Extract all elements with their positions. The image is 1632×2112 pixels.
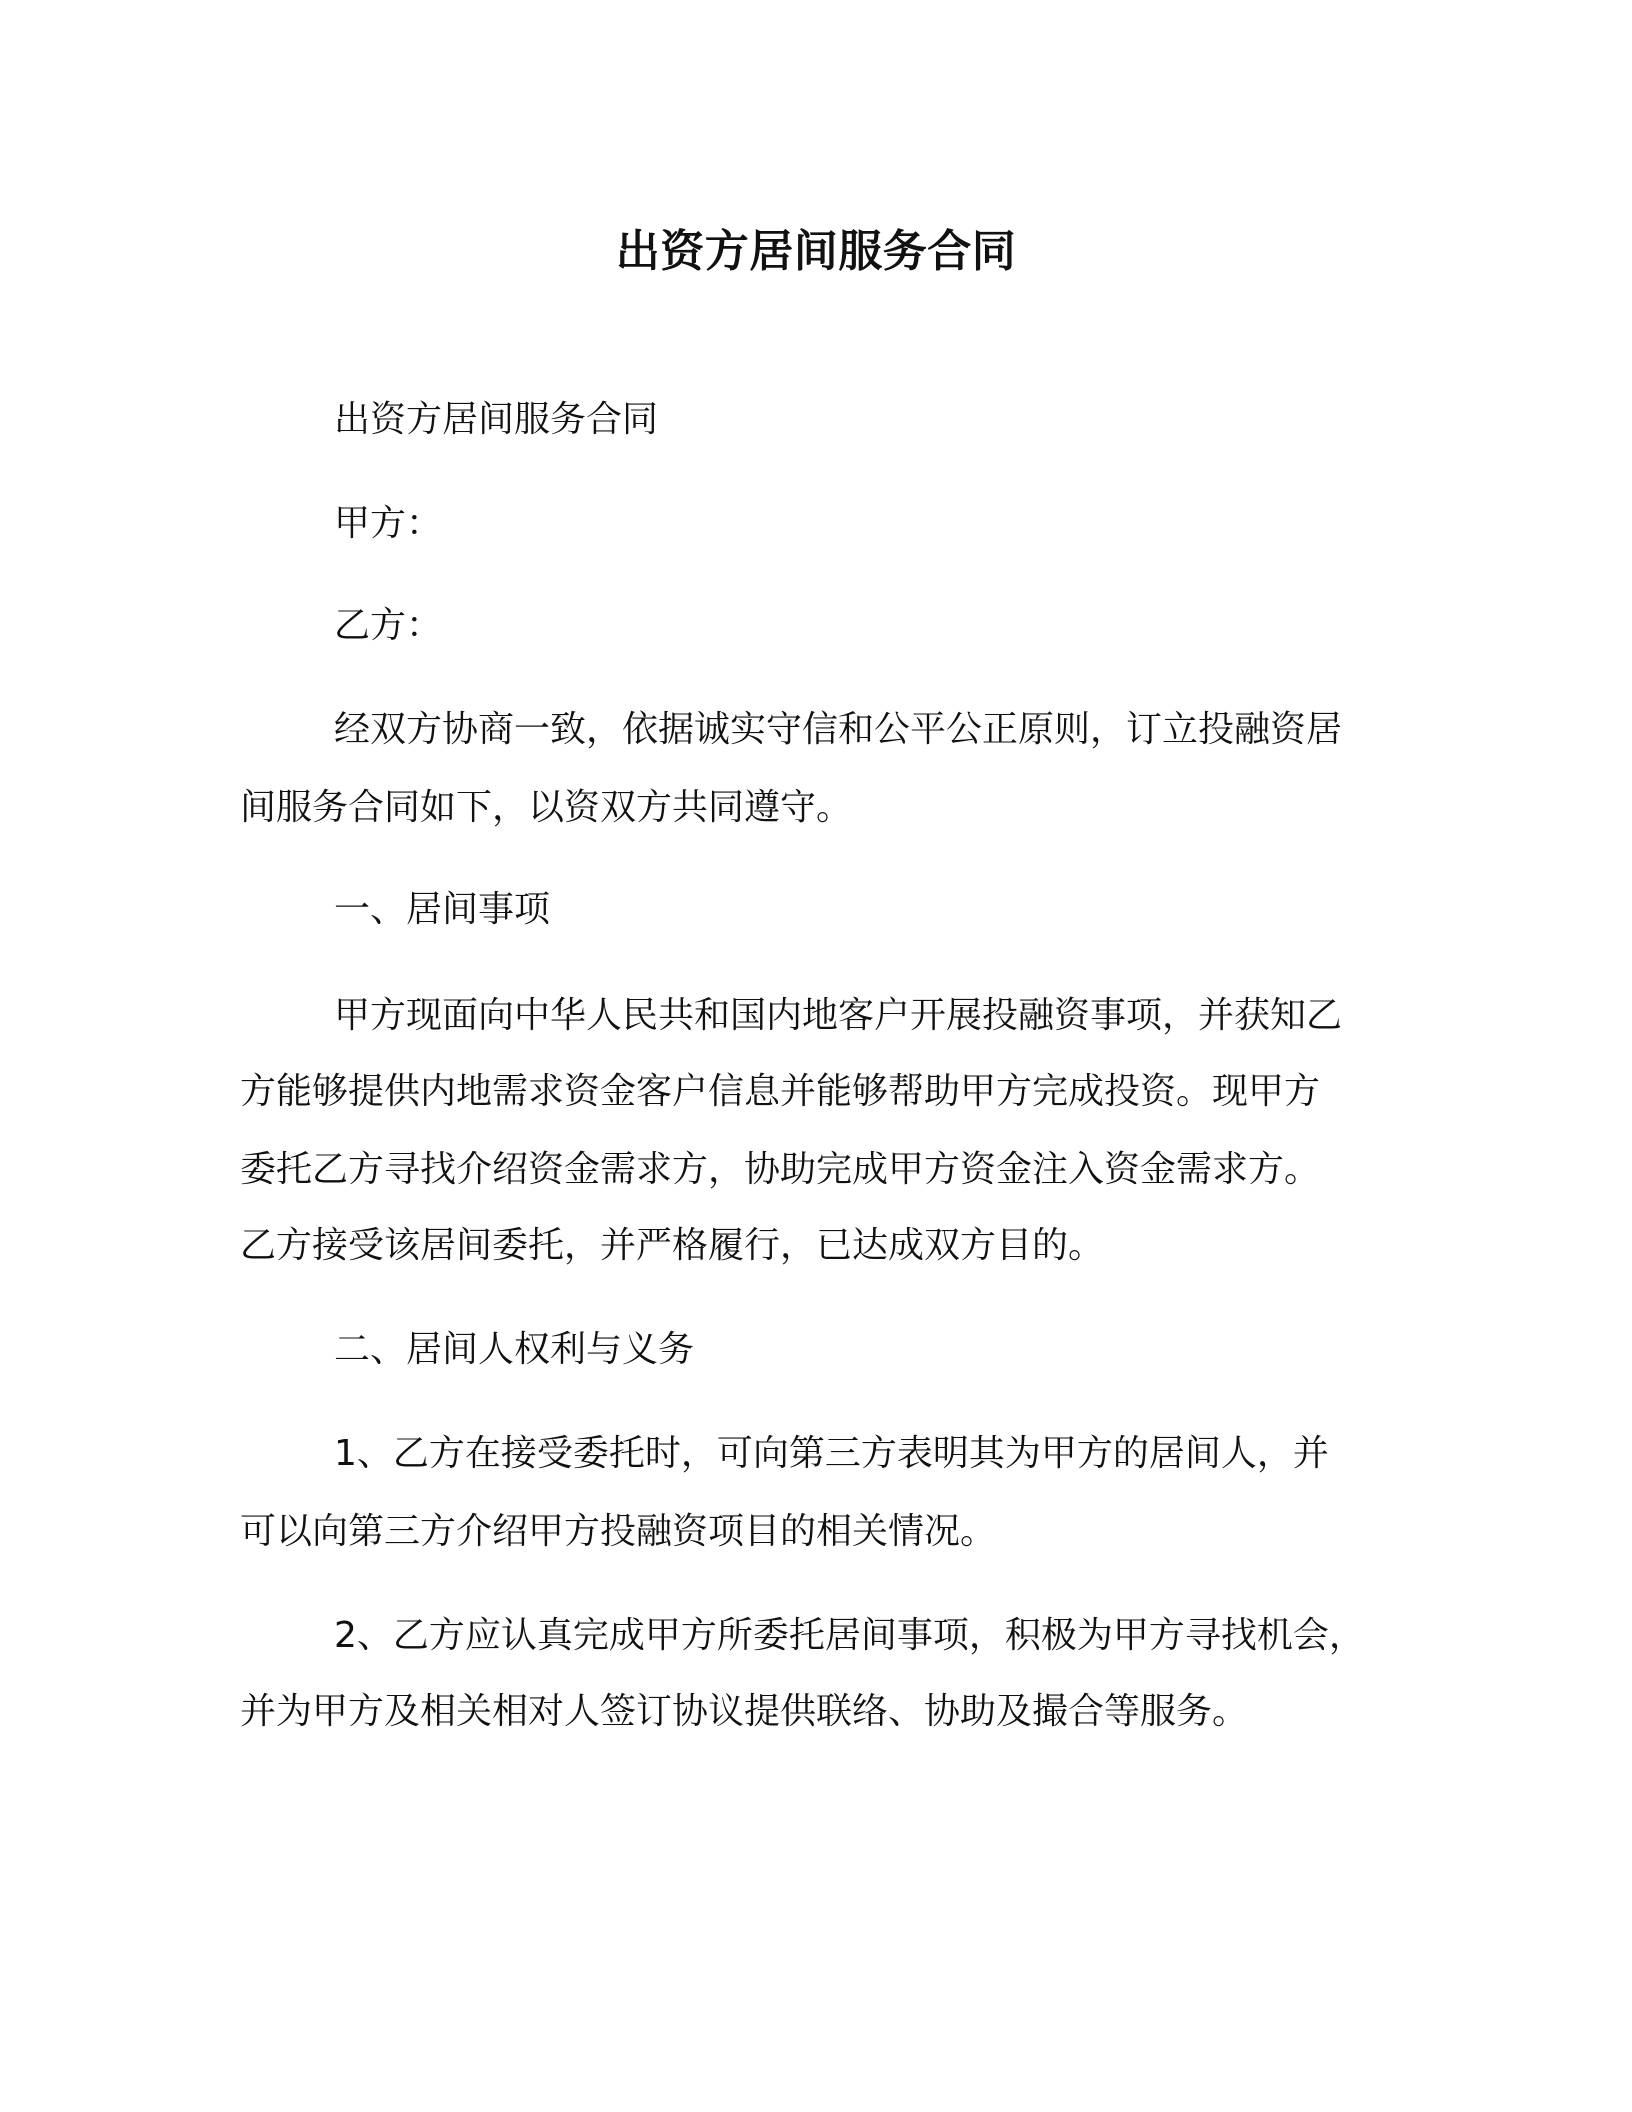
subtitle-line: 出资方居间服务合同 [334,399,659,440]
section-1-paragraph-line-2: 方能够提供内地需求资金客户信息并能够帮助甲方完成投资。现甲方 [240,1071,1321,1112]
section-1-heading: 一、居间事项 [334,889,551,930]
section-1-paragraph-line-4: 乙方接受该居间委托，并严格履行，已达成双方目的。 [240,1225,1105,1266]
section-1-paragraph-line-1: 甲方现面向中华人民共和国内地客户开展投融资事项，并获知乙 [334,995,1343,1036]
intro-paragraph-line-1: 经双方协商一致，依据诚实守信和公平公正原则，订立投融资居 [334,709,1343,750]
party-a-line: 甲方： [334,503,443,544]
intro-paragraph-line-2: 间服务合同如下，以资双方共同遵守。 [240,787,853,828]
clause-2-line-2: 并为甲方及相关相对人签订协议提供联络、协助及撮合等服务。 [240,1691,1249,1732]
party-b-line: 乙方： [334,605,443,646]
section-2-heading: 二、居间人权利与义务 [334,1329,695,1370]
clause-1-line-2: 可以向第三方介绍甲方投融资项目的相关情况。 [240,1511,997,1552]
document-title: 出资方居间服务合同 [615,226,1017,277]
section-1-paragraph-line-3: 委托乙方寻找介绍资金需求方，协助完成甲方资金注入资金需求方。 [240,1149,1321,1190]
clause-1-line-1: 1、乙方在接受委托时，可向第三方表明其为甲方的居间人，并 [334,1433,1329,1474]
clause-2-line-1: 2、乙方应认真完成甲方所委托居间事项，积极为甲方寻找机会， [334,1615,1365,1656]
